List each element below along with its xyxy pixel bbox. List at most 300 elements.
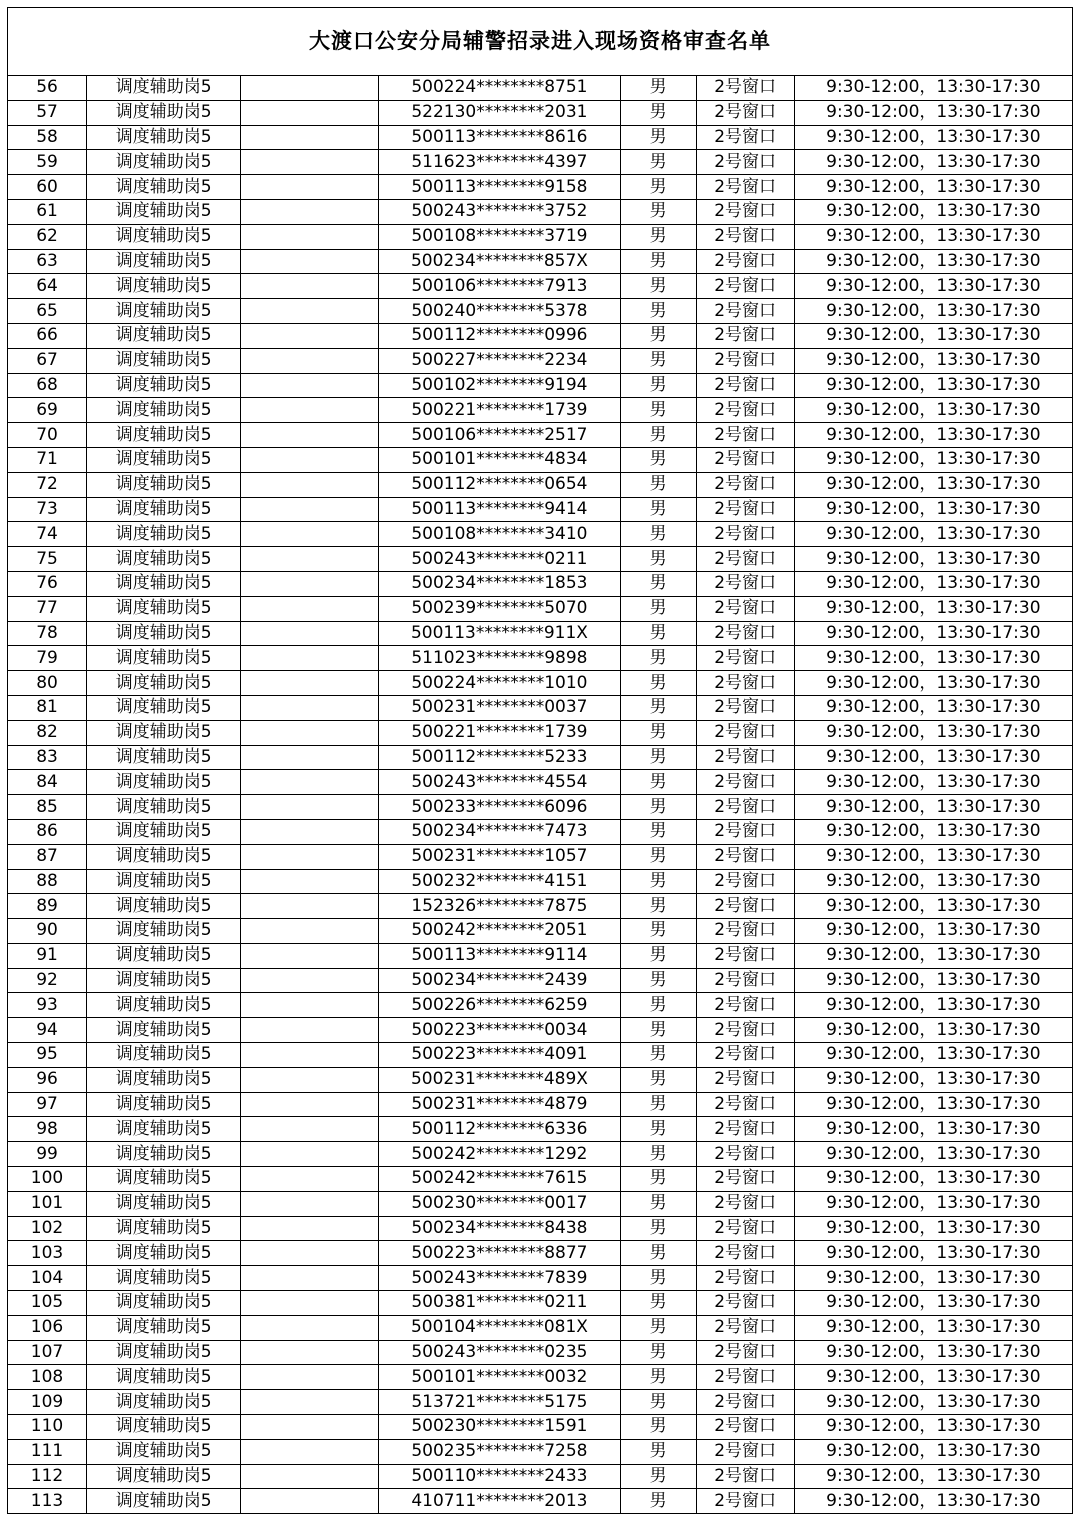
post-cell: 调度辅助岗5 [87, 1241, 241, 1266]
gender-cell: 男 [620, 1117, 696, 1142]
table-row [8, 299, 1073, 324]
time-cell: 9:30-12:00，13:30-17:30 [794, 522, 1072, 547]
blank-cell [241, 447, 379, 472]
id-number-cell: 500232********4151 [379, 869, 620, 894]
id-number-cell: 500113********9158 [379, 175, 620, 200]
table-row [8, 1167, 1073, 1192]
gender-cell: 男 [620, 1365, 696, 1390]
id-number-cell: 500242********7615 [379, 1167, 620, 1192]
window-cell: 2号窗口 [696, 348, 794, 373]
post-cell: 调度辅助岗5 [87, 1191, 241, 1216]
seq-cell: 106 [8, 1315, 87, 1340]
gender-cell: 男 [620, 1291, 696, 1316]
table-row [8, 150, 1073, 175]
gender-cell: 男 [620, 1216, 696, 1241]
time-cell: 9:30-12:00，13:30-17:30 [794, 571, 1072, 596]
window-cell: 2号窗口 [696, 547, 794, 572]
id-number-cell: 500221********1739 [379, 720, 620, 745]
gender-cell: 男 [620, 943, 696, 968]
seq-cell: 59 [8, 150, 87, 175]
gender-cell: 男 [620, 1415, 696, 1440]
post-cell: 调度辅助岗5 [87, 299, 241, 324]
post-cell: 调度辅助岗5 [87, 943, 241, 968]
window-cell: 2号窗口 [696, 1390, 794, 1415]
time-cell: 9:30-12:00，13:30-17:30 [794, 1266, 1072, 1291]
id-number-cell: 500110********2433 [379, 1464, 620, 1489]
post-cell: 调度辅助岗5 [87, 621, 241, 646]
table-row [8, 1464, 1073, 1489]
seq-cell: 64 [8, 274, 87, 299]
table-row [8, 943, 1073, 968]
id-number-cell: 522130********2031 [379, 100, 620, 125]
post-cell: 调度辅助岗5 [87, 199, 241, 224]
table-row [8, 199, 1073, 224]
seq-cell: 60 [8, 175, 87, 200]
post-cell: 调度辅助岗5 [87, 175, 241, 200]
post-cell: 调度辅助岗5 [87, 571, 241, 596]
blank-cell [241, 522, 379, 547]
post-cell: 调度辅助岗5 [87, 844, 241, 869]
table-row [8, 1291, 1073, 1316]
post-cell: 调度辅助岗5 [87, 1043, 241, 1068]
post-cell: 调度辅助岗5 [87, 547, 241, 572]
window-cell: 2号窗口 [696, 671, 794, 696]
table-row [8, 398, 1073, 423]
gender-cell: 男 [620, 373, 696, 398]
seq-cell: 66 [8, 323, 87, 348]
gender-cell: 男 [620, 150, 696, 175]
seq-cell: 58 [8, 125, 87, 150]
gender-cell: 男 [620, 1340, 696, 1365]
id-number-cell: 500224********1010 [379, 671, 620, 696]
seq-cell: 77 [8, 596, 87, 621]
seq-cell: 93 [8, 993, 87, 1018]
blank-cell [241, 274, 379, 299]
window-cell: 2号窗口 [696, 1464, 794, 1489]
time-cell: 9:30-12:00，13:30-17:30 [794, 76, 1072, 101]
window-cell: 2号窗口 [696, 76, 794, 101]
gender-cell: 男 [620, 745, 696, 770]
id-number-cell: 500243********0235 [379, 1340, 620, 1365]
id-number-cell: 500242********2051 [379, 919, 620, 944]
table-row [8, 1415, 1073, 1440]
table-row [8, 695, 1073, 720]
seq-cell: 67 [8, 348, 87, 373]
table-row [8, 745, 1073, 770]
time-cell: 9:30-12:00，13:30-17:30 [794, 1191, 1072, 1216]
table-row [8, 323, 1073, 348]
time-cell: 9:30-12:00，13:30-17:30 [794, 348, 1072, 373]
time-cell: 9:30-12:00，13:30-17:30 [794, 720, 1072, 745]
table-row [8, 1142, 1073, 1167]
window-cell: 2号窗口 [696, 1415, 794, 1440]
gender-cell: 男 [620, 472, 696, 497]
blank-cell [241, 1266, 379, 1291]
window-cell: 2号窗口 [696, 125, 794, 150]
window-cell: 2号窗口 [696, 274, 794, 299]
window-cell: 2号窗口 [696, 795, 794, 820]
blank-cell [241, 224, 379, 249]
post-cell: 调度辅助岗5 [87, 497, 241, 522]
window-cell: 2号窗口 [696, 199, 794, 224]
table-row [8, 819, 1073, 844]
seq-cell: 96 [8, 1067, 87, 1092]
time-cell: 9:30-12:00，13:30-17:30 [794, 943, 1072, 968]
gender-cell: 男 [620, 621, 696, 646]
id-number-cell: 500221********1739 [379, 398, 620, 423]
time-cell: 9:30-12:00，13:30-17:30 [794, 646, 1072, 671]
seq-cell: 72 [8, 472, 87, 497]
gender-cell: 男 [620, 1092, 696, 1117]
window-cell: 2号窗口 [696, 1315, 794, 1340]
id-number-cell: 500108********3410 [379, 522, 620, 547]
seq-cell: 91 [8, 943, 87, 968]
blank-cell [241, 348, 379, 373]
window-cell: 2号窗口 [696, 224, 794, 249]
seq-cell: 83 [8, 745, 87, 770]
time-cell: 9:30-12:00，13:30-17:30 [794, 1167, 1072, 1192]
time-cell: 9:30-12:00，13:30-17:30 [794, 596, 1072, 621]
window-cell: 2号窗口 [696, 596, 794, 621]
id-number-cell: 500106********7913 [379, 274, 620, 299]
blank-cell [241, 199, 379, 224]
id-number-cell: 500112********5233 [379, 745, 620, 770]
gender-cell: 男 [620, 125, 696, 150]
blank-cell [241, 398, 379, 423]
time-cell: 9:30-12:00，13:30-17:30 [794, 249, 1072, 274]
time-cell: 9:30-12:00，13:30-17:30 [794, 100, 1072, 125]
gender-cell: 男 [620, 274, 696, 299]
post-cell: 调度辅助岗5 [87, 1315, 241, 1340]
gender-cell: 男 [620, 224, 696, 249]
blank-cell [241, 1191, 379, 1216]
blank-cell [241, 1117, 379, 1142]
window-cell: 2号窗口 [696, 1142, 794, 1167]
post-cell: 调度辅助岗5 [87, 720, 241, 745]
blank-cell [241, 299, 379, 324]
seq-cell: 90 [8, 919, 87, 944]
blank-cell [241, 919, 379, 944]
window-cell: 2号窗口 [696, 1018, 794, 1043]
post-cell: 调度辅助岗5 [87, 1216, 241, 1241]
table-row [8, 919, 1073, 944]
post-cell: 调度辅助岗5 [87, 894, 241, 919]
id-number-cell: 500243********3752 [379, 199, 620, 224]
gender-cell: 男 [620, 447, 696, 472]
gender-cell: 男 [620, 323, 696, 348]
post-cell: 调度辅助岗5 [87, 150, 241, 175]
window-cell: 2号窗口 [696, 819, 794, 844]
seq-cell: 75 [8, 547, 87, 572]
id-number-cell: 500231********4879 [379, 1092, 620, 1117]
seq-cell: 71 [8, 447, 87, 472]
window-cell: 2号窗口 [696, 1340, 794, 1365]
seq-cell: 94 [8, 1018, 87, 1043]
window-cell: 2号窗口 [696, 1266, 794, 1291]
time-cell: 9:30-12:00，13:30-17:30 [794, 175, 1072, 200]
time-cell: 9:30-12:00，13:30-17:30 [794, 795, 1072, 820]
time-cell: 9:30-12:00，13:30-17:30 [794, 224, 1072, 249]
blank-cell [241, 373, 379, 398]
id-number-cell: 500234********2439 [379, 968, 620, 993]
seq-cell: 69 [8, 398, 87, 423]
post-cell: 调度辅助岗5 [87, 919, 241, 944]
post-cell: 调度辅助岗5 [87, 1489, 241, 1514]
seq-cell: 80 [8, 671, 87, 696]
gender-cell: 男 [620, 1241, 696, 1266]
blank-cell [241, 571, 379, 596]
gender-cell: 男 [620, 1018, 696, 1043]
table-row [8, 76, 1073, 101]
id-number-cell: 500113********9114 [379, 943, 620, 968]
table-row [8, 497, 1073, 522]
time-cell: 9:30-12:00，13:30-17:30 [794, 274, 1072, 299]
blank-cell [241, 547, 379, 572]
post-cell: 调度辅助岗5 [87, 968, 241, 993]
post-cell: 调度辅助岗5 [87, 323, 241, 348]
window-cell: 2号窗口 [696, 447, 794, 472]
seq-cell: 70 [8, 423, 87, 448]
id-number-cell: 511023********9898 [379, 646, 620, 671]
post-cell: 调度辅助岗5 [87, 348, 241, 373]
seq-cell: 103 [8, 1241, 87, 1266]
time-cell: 9:30-12:00，13:30-17:30 [794, 323, 1072, 348]
blank-cell [241, 720, 379, 745]
id-number-cell: 500234********1853 [379, 571, 620, 596]
post-cell: 调度辅助岗5 [87, 745, 241, 770]
post-cell: 调度辅助岗5 [87, 125, 241, 150]
blank-cell [241, 1067, 379, 1092]
time-cell: 9:30-12:00，13:30-17:30 [794, 1043, 1072, 1068]
gender-cell: 男 [620, 571, 696, 596]
id-number-cell: 410711********2013 [379, 1489, 620, 1514]
time-cell: 9:30-12:00，13:30-17:30 [794, 1390, 1072, 1415]
gender-cell: 男 [620, 1315, 696, 1340]
post-cell: 调度辅助岗5 [87, 1092, 241, 1117]
gender-cell: 男 [620, 299, 696, 324]
table-row [8, 720, 1073, 745]
id-number-cell: 500231********1057 [379, 844, 620, 869]
window-cell: 2号窗口 [696, 1092, 794, 1117]
gender-cell: 男 [620, 199, 696, 224]
blank-cell [241, 943, 379, 968]
post-cell: 调度辅助岗5 [87, 1142, 241, 1167]
table-row [8, 646, 1073, 671]
post-cell: 调度辅助岗5 [87, 1291, 241, 1316]
blank-cell [241, 323, 379, 348]
gender-cell: 男 [620, 76, 696, 101]
table-row [8, 1340, 1073, 1365]
window-cell: 2号窗口 [696, 869, 794, 894]
seq-cell: 87 [8, 844, 87, 869]
window-cell: 2号窗口 [696, 1216, 794, 1241]
window-cell: 2号窗口 [696, 695, 794, 720]
blank-cell [241, 76, 379, 101]
table-row [8, 447, 1073, 472]
window-cell: 2号窗口 [696, 249, 794, 274]
post-cell: 调度辅助岗5 [87, 1340, 241, 1365]
blank-cell [241, 1415, 379, 1440]
time-cell: 9:30-12:00，13:30-17:30 [794, 199, 1072, 224]
table-row [8, 348, 1073, 373]
id-number-cell: 500113********9414 [379, 497, 620, 522]
post-cell: 调度辅助岗5 [87, 770, 241, 795]
window-cell: 2号窗口 [696, 1365, 794, 1390]
seq-cell: 112 [8, 1464, 87, 1489]
blank-cell [241, 1291, 379, 1316]
post-cell: 调度辅助岗5 [87, 398, 241, 423]
post-cell: 调度辅助岗5 [87, 472, 241, 497]
blank-cell [241, 671, 379, 696]
time-cell: 9:30-12:00，13:30-17:30 [794, 150, 1072, 175]
id-number-cell: 500227********2234 [379, 348, 620, 373]
id-number-cell: 500234********7473 [379, 819, 620, 844]
post-cell: 调度辅助岗5 [87, 1390, 241, 1415]
time-cell: 9:30-12:00，13:30-17:30 [794, 547, 1072, 572]
table-row [8, 373, 1073, 398]
time-cell: 9:30-12:00，13:30-17:30 [794, 423, 1072, 448]
gender-cell: 男 [620, 249, 696, 274]
gender-cell: 男 [620, 398, 696, 423]
seq-cell: 105 [8, 1291, 87, 1316]
id-number-cell: 500112********0996 [379, 323, 620, 348]
blank-cell [241, 1241, 379, 1266]
window-cell: 2号窗口 [696, 745, 794, 770]
table-row [8, 571, 1073, 596]
table-row [8, 224, 1073, 249]
blank-cell [241, 423, 379, 448]
id-number-cell: 500242********1292 [379, 1142, 620, 1167]
time-cell: 9:30-12:00，13:30-17:30 [794, 373, 1072, 398]
window-cell: 2号窗口 [696, 894, 794, 919]
gender-cell: 男 [620, 1489, 696, 1514]
window-cell: 2号窗口 [696, 1439, 794, 1464]
time-cell: 9:30-12:00，13:30-17:30 [794, 869, 1072, 894]
window-cell: 2号窗口 [696, 299, 794, 324]
table-row [8, 1067, 1073, 1092]
table-row [8, 1092, 1073, 1117]
gender-cell: 男 [620, 1439, 696, 1464]
id-number-cell: 500106********2517 [379, 423, 620, 448]
id-number-cell: 500231********0037 [379, 695, 620, 720]
post-cell: 调度辅助岗5 [87, 795, 241, 820]
id-number-cell: 500223********0034 [379, 1018, 620, 1043]
blank-cell [241, 844, 379, 869]
roster-body [8, 8, 1073, 1514]
table-row [8, 1043, 1073, 1068]
seq-cell: 68 [8, 373, 87, 398]
blank-cell [241, 1464, 379, 1489]
gender-cell: 男 [620, 1390, 696, 1415]
window-cell: 2号窗口 [696, 1191, 794, 1216]
blank-cell [241, 249, 379, 274]
time-cell: 9:30-12:00，13:30-17:30 [794, 621, 1072, 646]
id-number-cell: 500102********9194 [379, 373, 620, 398]
gender-cell: 男 [620, 919, 696, 944]
seq-cell: 82 [8, 720, 87, 745]
window-cell: 2号窗口 [696, 1167, 794, 1192]
seq-cell: 73 [8, 497, 87, 522]
post-cell: 调度辅助岗5 [87, 993, 241, 1018]
window-cell: 2号窗口 [696, 423, 794, 448]
seq-cell: 89 [8, 894, 87, 919]
table-row [8, 596, 1073, 621]
post-cell: 调度辅助岗5 [87, 1117, 241, 1142]
table-row [8, 547, 1073, 572]
table-row [8, 621, 1073, 646]
seq-cell: 113 [8, 1489, 87, 1514]
post-cell: 调度辅助岗5 [87, 249, 241, 274]
post-cell: 调度辅助岗5 [87, 1018, 241, 1043]
blank-cell [241, 150, 379, 175]
gender-cell: 男 [620, 894, 696, 919]
page-title: 大渡口公安分局辅警招录进入现场资格审查名单 [8, 8, 1073, 76]
table-row [8, 522, 1073, 547]
seq-cell: 74 [8, 522, 87, 547]
time-cell: 9:30-12:00，13:30-17:30 [794, 1340, 1072, 1365]
table-row [8, 125, 1073, 150]
id-number-cell: 500235********7258 [379, 1439, 620, 1464]
gender-cell: 男 [620, 795, 696, 820]
time-cell: 9:30-12:00，13:30-17:30 [794, 770, 1072, 795]
post-cell: 调度辅助岗5 [87, 1464, 241, 1489]
time-cell: 9:30-12:00，13:30-17:30 [794, 472, 1072, 497]
post-cell: 调度辅助岗5 [87, 695, 241, 720]
seq-cell: 86 [8, 819, 87, 844]
time-cell: 9:30-12:00，13:30-17:30 [794, 894, 1072, 919]
gender-cell: 男 [620, 844, 696, 869]
gender-cell: 男 [620, 869, 696, 894]
time-cell: 9:30-12:00，13:30-17:30 [794, 1216, 1072, 1241]
id-number-cell: 152326********7875 [379, 894, 620, 919]
gender-cell: 男 [620, 770, 696, 795]
gender-cell: 男 [620, 968, 696, 993]
post-cell: 调度辅助岗5 [87, 100, 241, 125]
time-cell: 9:30-12:00，13:30-17:30 [794, 819, 1072, 844]
seq-cell: 92 [8, 968, 87, 993]
seq-cell: 97 [8, 1092, 87, 1117]
seq-cell: 84 [8, 770, 87, 795]
gender-cell: 男 [620, 348, 696, 373]
blank-cell [241, 1018, 379, 1043]
id-number-cell: 500233********6096 [379, 795, 620, 820]
table-row [8, 175, 1073, 200]
table-row [8, 1439, 1073, 1464]
table-row [8, 993, 1073, 1018]
blank-cell [241, 596, 379, 621]
table-row [8, 894, 1073, 919]
blank-cell [241, 869, 379, 894]
gender-cell: 男 [620, 522, 696, 547]
blank-cell [241, 770, 379, 795]
table-row [8, 100, 1073, 125]
blank-cell [241, 695, 379, 720]
time-cell: 9:30-12:00，13:30-17:30 [794, 1415, 1072, 1440]
gender-cell: 男 [620, 175, 696, 200]
time-cell: 9:30-12:00，13:30-17:30 [794, 125, 1072, 150]
blank-cell [241, 1142, 379, 1167]
post-cell: 调度辅助岗5 [87, 819, 241, 844]
blank-cell [241, 1439, 379, 1464]
window-cell: 2号窗口 [696, 497, 794, 522]
table-row [8, 1216, 1073, 1241]
seq-cell: 62 [8, 224, 87, 249]
post-cell: 调度辅助岗5 [87, 447, 241, 472]
window-cell: 2号窗口 [696, 150, 794, 175]
time-cell: 9:30-12:00，13:30-17:30 [794, 1117, 1072, 1142]
gender-cell: 男 [620, 1266, 696, 1291]
seq-cell: 81 [8, 695, 87, 720]
